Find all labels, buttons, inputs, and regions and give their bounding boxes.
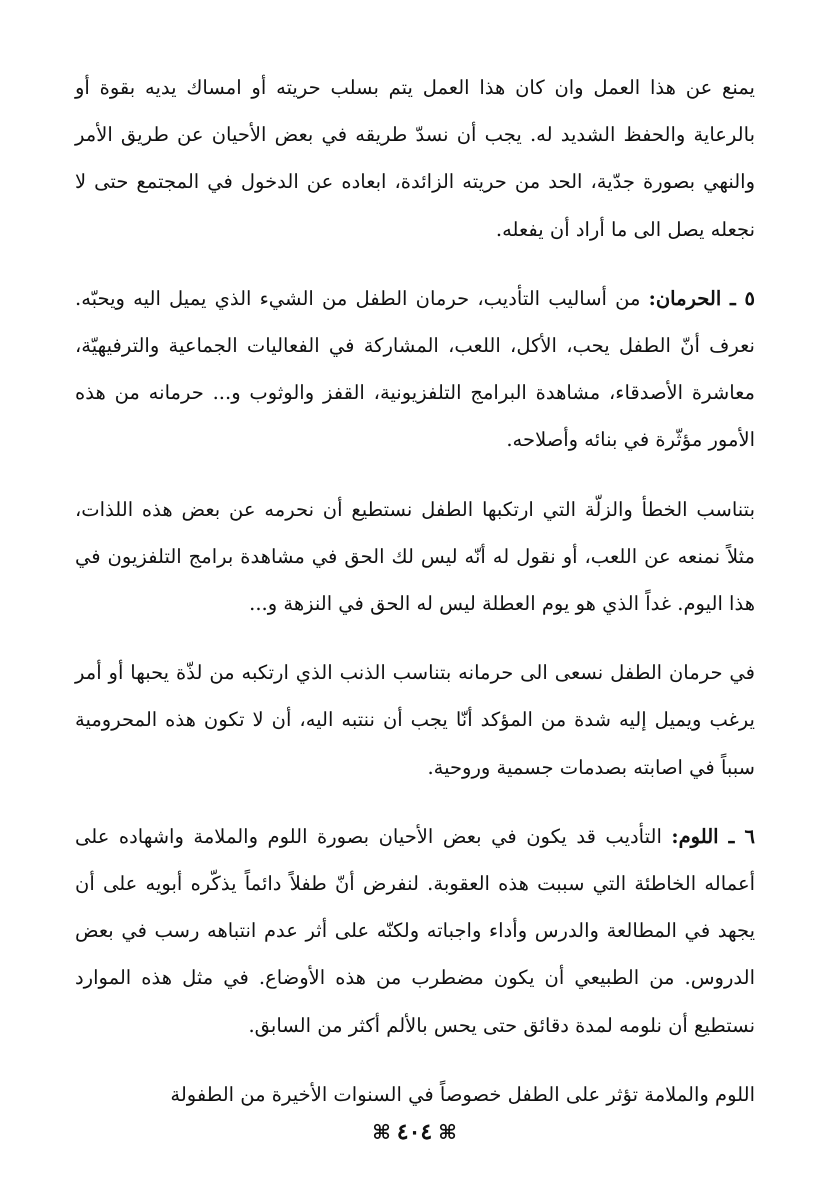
page-number: ٤٠٤ [396, 1119, 433, 1145]
paragraph-1 [75, 64, 755, 253]
paragraph-6 [75, 1071, 755, 1118]
paragraph-text: من أساليب التأديب، حرمان الطفل من الشيء الذي يميل اليه ويحبّه. نعرف أنّ الطفل يحب، الأكل، اللعب، المشاركة في الفعاليات الجماعية والترفيهيّة، معاشرة الأصدقاء، مشاهدة البرامج التلفزيونية، القفز والوثوب و... حرمانه من هذه الأمور مؤثّرة في بنائه وأصلاحه. [75, 286, 755, 452]
paragraph-text: التأديب قد يكون في بعض الأحيان بصورة اللوم والملامة واشهاده على أعماله الخاطئة التي سببت هذه العقوبة. لنفرض أنّ طفلاً دائماً يذكّره أبويه على أن يجهد في المطالعة والدرس وأداء واجباته ولكنّه على أثر عدم انتباهه رسب في بعض الدروس. من الطبيعي أن يكون مضطرب من هذه الأوضاع. في مثل هذه الموارد نستطيع أن نلومه لمدة دقائق حتى يحس بالألم أكثر من السابق. [75, 824, 755, 1037]
paragraph-text: اللوم والملامة تؤثر على الطفل خصوصاً في السنوات الأخيرة من الطفولة [170, 1082, 755, 1106]
paragraph-2 [75, 275, 755, 464]
ornament-icon: ⌘ [372, 1120, 391, 1144]
paragraph-text: بتناسب الخطأ والزلّة التي ارتكبها الطفل نستطيع أن نحرمه عن بعض هذه اللذات، مثلاً نمنعه عن اللعب، أو نقول له أنّه ليس لك الحق في مشاهدة برامج التلفزيون في هذا اليوم. غداً الذي هو يوم العطلة ليس له الحق في النزهة و... [75, 497, 755, 616]
page-footer [0, 1117, 829, 1147]
paragraph-text: يمنع عن هذا العمل وان كان هذا العمل يتم بسلب حريته أو امساك يديه بقوة أو بالرعاية والحفظ الشديد له. يجب أن نسدّ طريقه في بعض الأحيان عن طريق الأمر والنهي بصورة جدّية، الحد من حريته الزائدة، ابعاده عن الدخول في المجتمع حتى لا نجعله يصل الى ما أراد أن يفعله. [75, 76, 755, 241]
paragraph-text: في حرمان الطفل نسعى الى حرمانه بتناسب الذنب الذي ارتكبه من لذّة يحبها أو أمر يرغب ويميل إليه شدة من المؤكد أنّا يجب أن ننتبه اليه، أن لا تكون هذه المحرومية سبباً في اصابته بصدمات جسمية وروحية. [75, 661, 755, 779]
ornament-icon: ⌘ [438, 1120, 457, 1144]
paragraph-5 [75, 813, 755, 1049]
paragraph-3 [75, 486, 755, 628]
document-body [75, 64, 755, 1140]
paragraph-4 [75, 649, 755, 791]
section-heading-blame: ٦ ـ اللوم: [671, 824, 756, 848]
section-heading-deprivation: ٥ ـ الحرمان: [648, 286, 756, 310]
